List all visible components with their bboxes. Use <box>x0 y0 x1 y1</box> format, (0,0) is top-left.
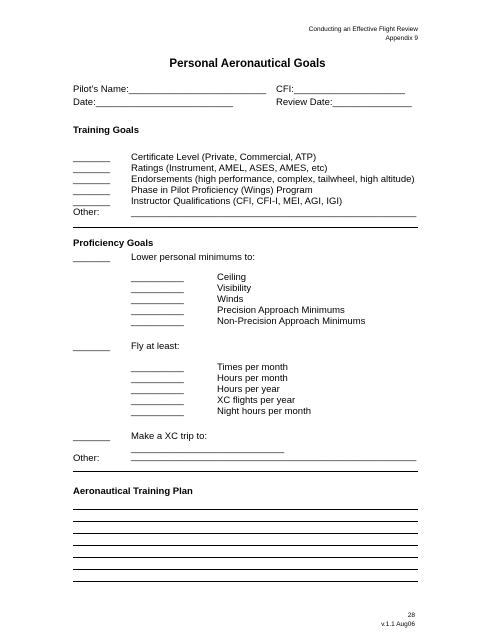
writing-line[interactable] <box>73 545 418 546</box>
fly-item-blank[interactable]: __________ <box>131 373 184 384</box>
proficiency-other-blank[interactable]: ______________________________________________________ <box>131 451 417 462</box>
training-goals-heading: Training Goals <box>73 125 139 136</box>
fly-item: Hours per year <box>217 384 280 395</box>
training-goal-blank[interactable]: _______ <box>73 163 110 174</box>
minimum-blank[interactable]: __________ <box>131 305 184 316</box>
minimum-item: Visibility <box>217 283 252 294</box>
training-goal-blank[interactable]: _______ <box>73 174 110 185</box>
page-title: Personal Aeronautical Goals <box>169 58 326 70</box>
proficiency-other-label: Other: <box>73 453 100 464</box>
fly-item-blank[interactable]: __________ <box>131 384 184 395</box>
writing-line[interactable] <box>73 471 418 472</box>
minimum-blank[interactable]: __________ <box>131 316 184 327</box>
fly-item-blank[interactable]: __________ <box>131 406 184 417</box>
date-field[interactable]: Date:__________________________ <box>73 97 234 108</box>
pilot-name-field[interactable]: Pilot’s Name:__________________________ <box>73 84 267 95</box>
header-title: Conducting an Effective Flight Review <box>308 26 418 33</box>
training-goal-blank[interactable]: _______ <box>73 185 110 196</box>
training-goal-item: Certificate Level (Private, Commercial, ATP) <box>131 152 317 163</box>
fly-item-blank[interactable]: __________ <box>131 362 184 373</box>
page-number: 28 <box>407 612 415 619</box>
proficiency-goals-heading: Proficiency Goals <box>73 238 154 249</box>
cfi-field[interactable]: CFI:_____________________ <box>276 84 405 95</box>
minimum-item: Precision Approach Minimums <box>217 305 345 316</box>
training-goal-item: Endorsements (high performance, complex, tailwheel, high altitude) <box>131 174 415 185</box>
writing-line[interactable] <box>73 227 418 228</box>
minimum-item: Ceiling <box>217 272 247 283</box>
minimum-blank[interactable]: __________ <box>131 272 184 283</box>
training-other-label: Other: <box>73 207 100 218</box>
minimums-blank[interactable]: _______ <box>73 252 110 263</box>
writing-line[interactable] <box>73 521 418 522</box>
writing-line[interactable] <box>73 509 418 510</box>
xc-blank[interactable]: _______ <box>73 431 110 442</box>
fly-item: Night hours per month <box>217 406 311 417</box>
fly-item: Times per month <box>217 362 288 373</box>
xc-destination-blank[interactable]: _____________________________ <box>131 443 285 454</box>
writing-line[interactable] <box>73 569 418 570</box>
review-date-field[interactable]: Review Date:_______________ <box>276 97 412 108</box>
xc-label: Make a XC trip to: <box>131 431 208 442</box>
minimum-blank[interactable]: __________ <box>131 294 184 305</box>
training-goal-item: Phase in Pilot Proficiency (Wings) Program <box>131 185 313 196</box>
training-goal-blank[interactable]: _______ <box>73 196 110 207</box>
minimum-item: Non-Precision Approach Minimums <box>217 316 366 327</box>
minimum-item: Winds <box>217 294 244 305</box>
training-goal-blank[interactable]: _______ <box>73 152 110 163</box>
fly-label: Fly at least: <box>131 341 180 352</box>
training-other-blank[interactable]: ______________________________________________________ <box>131 207 417 218</box>
minimums-label: Lower personal minimums to: <box>131 252 256 263</box>
fly-item-blank[interactable]: __________ <box>131 395 184 406</box>
header-appendix: Appendix 9 <box>385 35 418 42</box>
fly-blank[interactable]: _______ <box>73 341 110 352</box>
training-goal-item: Instructor Qualifications (CFI, CFI-I, MEI, AGI, IGI) <box>131 196 343 207</box>
minimum-blank[interactable]: __________ <box>131 283 184 294</box>
training-goal-item: Ratings (Instrument, AMEL, ASES, AMES, etc) <box>131 163 328 174</box>
training-plan-heading: Aeronautical Training Plan <box>73 486 193 497</box>
writing-line[interactable] <box>73 557 418 558</box>
fly-item: XC flights per year <box>217 395 296 406</box>
version-label: v.1.1 Aug06 <box>381 621 415 628</box>
writing-line[interactable] <box>73 581 418 582</box>
writing-line[interactable] <box>73 533 418 534</box>
fly-item: Hours per month <box>217 373 288 384</box>
